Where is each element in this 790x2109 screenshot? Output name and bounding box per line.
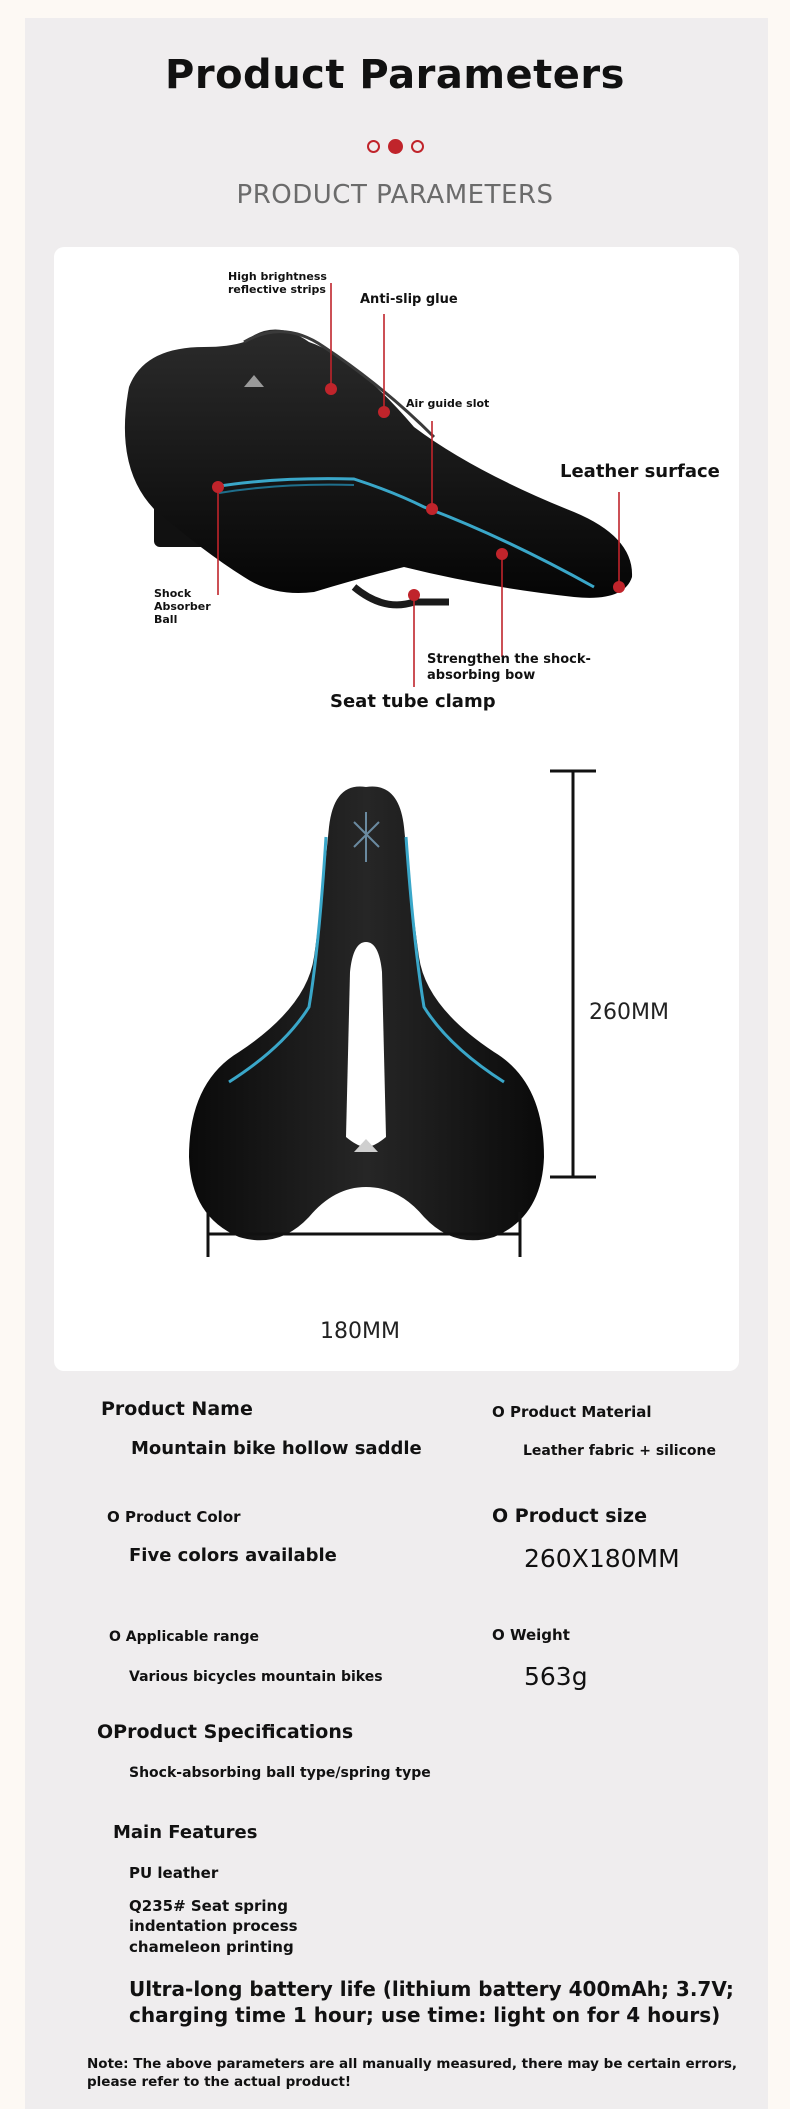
- dimension-width: 180MM: [320, 1319, 400, 1344]
- page-subtitle: PRODUCT PARAMETERS: [236, 180, 554, 210]
- saddle-top-view-image: [54, 767, 739, 1367]
- callout-reflective-strips: High brightness reflective strips: [228, 270, 327, 297]
- spec-range-value: Various bicycles mountain bikes: [129, 1669, 383, 1685]
- spec-specifications-value: Shock-absorbing ball type/spring type: [129, 1765, 431, 1781]
- spec-battery-info: Ultra-long battery life (lithium battery 400mAh; 3.7V; charging time 1 hour; use time: light on for 4 hours): [129, 1977, 734, 2027]
- spec-range-label: O Applicable range: [109, 1629, 260, 1645]
- callout-anti-slip-glue: Anti-slip glue: [360, 292, 458, 307]
- product-image-card: [54, 247, 739, 1371]
- callout-leather-surface: Leather surface: [560, 461, 720, 482]
- section-dots: [0, 140, 790, 154]
- dot-filled-center: [388, 139, 403, 154]
- disclaimer-note: Note: The above parameters are all manually measured, there may be certain errors, please refer to the actual product!: [87, 2056, 738, 2091]
- dot-outline-left: [367, 140, 380, 153]
- spec-name-label: Product Name: [101, 1398, 253, 1420]
- saddle-side-view-image: [54, 247, 739, 727]
- spec-material-value: Leather fabric + silicone: [523, 1443, 716, 1459]
- spec-name-value: Mountain bike hollow saddle: [131, 1438, 422, 1459]
- spec-feature-2: Q235# Seat spring indentation process chameleon printing: [129, 1897, 298, 1956]
- spec-weight-label: O Weight: [492, 1626, 570, 1644]
- page-title: Product Parameters: [165, 52, 625, 98]
- dimension-length: 260MM: [589, 1000, 669, 1025]
- spec-weight-value: 563g: [524, 1662, 588, 1691]
- spec-color-value: Five colors available: [129, 1545, 337, 1566]
- spec-features-label: Main Features: [113, 1822, 258, 1843]
- spec-color-label: O Product Color: [107, 1508, 241, 1526]
- callout-seat-tube-clamp: Seat tube clamp: [330, 691, 496, 712]
- callout-shock-absorber-ball: Shock Absorber Ball: [154, 587, 211, 627]
- dot-outline-right: [411, 140, 424, 153]
- callout-air-guide-slot: Air guide slot: [406, 397, 490, 410]
- spec-size-label: O Product size: [492, 1505, 647, 1527]
- spec-material-label: O Product Material: [492, 1403, 652, 1421]
- spec-specifications-label: OProduct Specifications: [97, 1721, 354, 1743]
- spec-size-value: 260X180MM: [524, 1544, 680, 1573]
- callout-strengthen-bow: Strengthen the shock- absorbing bow: [427, 652, 591, 683]
- spec-feature-1: PU leather: [129, 1864, 219, 1882]
